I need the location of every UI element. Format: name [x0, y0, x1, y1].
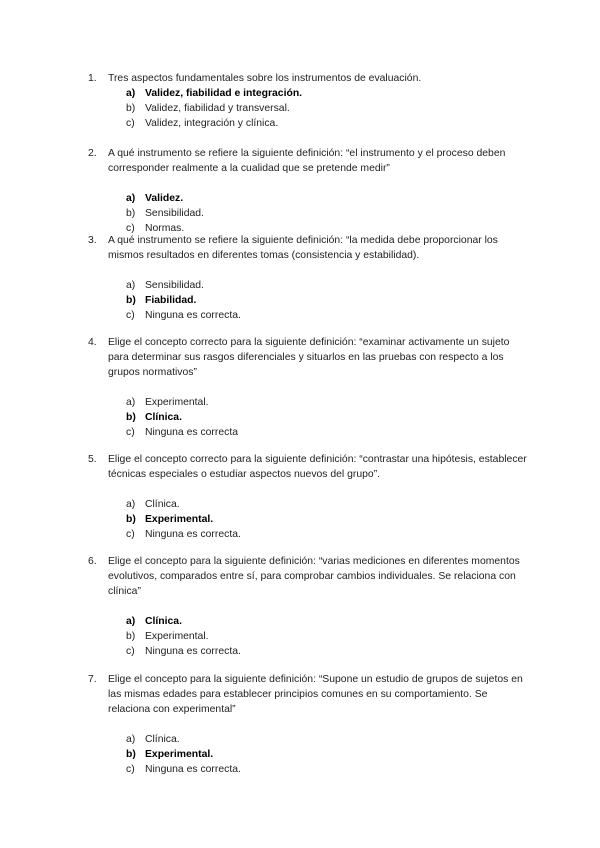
option-text: Clínica.	[145, 734, 180, 745]
option-text: Ninguna es correcta.	[145, 529, 241, 540]
option-text: Experimental.	[145, 397, 209, 408]
option-a-correct	[126, 86, 528, 101]
question-number: 6.	[88, 556, 97, 567]
option-letter: a)	[126, 88, 136, 99]
option-list	[88, 278, 528, 323]
question-text: Tres aspectos fundamentales sobre los instrumentos de evaluación.	[108, 73, 422, 84]
question-4	[88, 335, 528, 440]
option-b	[126, 629, 528, 644]
option-a-correct	[126, 614, 528, 629]
option-text: Ninguna es correcta.	[145, 646, 241, 657]
question-5	[88, 452, 528, 542]
option-text: Validez.	[145, 193, 184, 204]
option-list	[88, 395, 528, 440]
question-7	[88, 672, 528, 777]
option-text: Clínica.	[145, 616, 182, 627]
option-text: Experimental.	[145, 749, 214, 760]
question-number: 7.	[88, 674, 97, 685]
option-text: Sensibilidad.	[145, 208, 204, 219]
question-text: Elige el concepto correcto para la siguiente definición: “examinar activamente un sujeto para determinar sus rasgos diferenciales y situarlos en las pruebas con respecto a los grupos normativos”	[108, 337, 510, 378]
question-number: 3.	[88, 235, 97, 246]
question-number: 1.	[88, 73, 97, 84]
option-letter: c)	[126, 427, 135, 438]
option-b-correct	[126, 747, 528, 762]
option-text: Validez, fiabilidad e integración.	[145, 88, 303, 99]
option-a	[126, 732, 528, 747]
option-letter: b)	[126, 749, 136, 760]
option-letter: b)	[126, 208, 136, 219]
option-letter: c)	[126, 223, 135, 234]
option-b-correct	[126, 293, 528, 308]
question-6	[88, 554, 528, 659]
option-a-correct	[126, 191, 528, 206]
option-letter: b)	[126, 103, 136, 114]
option-letter: a)	[126, 397, 136, 408]
option-letter: c)	[126, 764, 135, 775]
option-a	[126, 278, 528, 293]
option-letter: a)	[126, 734, 136, 745]
question-text: Elige el concepto para la siguiente definición: “varias mediciones en diferentes momentos evolutivos, comparados entre sí, para comprobar cambios individuales. Se relaciona con clínica”	[108, 556, 520, 597]
option-a	[126, 497, 528, 512]
option-text: Normas.	[145, 223, 185, 234]
option-letter: c)	[126, 310, 135, 321]
option-text: Validez, fiabilidad y transversal.	[145, 103, 290, 114]
option-text: Validez, integración y clínica.	[145, 118, 279, 129]
option-c	[126, 116, 528, 131]
option-letter: c)	[126, 646, 135, 657]
option-letter: c)	[126, 529, 135, 540]
option-text: Experimental.	[145, 514, 214, 525]
option-c	[126, 762, 528, 777]
option-c	[126, 308, 528, 323]
option-text: Clínica.	[145, 412, 182, 423]
option-b	[126, 101, 528, 116]
question-number: 2.	[88, 148, 97, 159]
option-letter: b)	[126, 412, 136, 423]
question-text: A qué instrumento se refiere la siguiente definición: “la medida debe proporcionar los mismos resultados en diferentes tomas (consistencia y estabilidad).	[108, 235, 498, 261]
option-letter: b)	[126, 631, 136, 642]
option-letter: b)	[126, 514, 136, 525]
option-text: Ninguna es correcta	[145, 427, 238, 438]
question-number: 5.	[88, 454, 97, 465]
option-letter: b)	[126, 295, 136, 306]
question-text: Elige el concepto correcto para la siguiente definición: “contrastar una hipótesis, establecer técnicas especiales o estudiar aspectos nuevos del grupo”.	[108, 454, 527, 480]
option-text: Experimental.	[145, 631, 209, 642]
option-text: Clínica.	[145, 499, 180, 510]
option-list	[88, 86, 528, 131]
option-c	[126, 425, 528, 440]
option-text: Ninguna es correcta.	[145, 764, 241, 775]
question-1	[88, 71, 528, 131]
question-text: Elige el concepto para la siguiente definición: “Supone un estudio de grupos de sujetos en las mismas edades para establecer principios comunes en su comportamiento. Se relaciona con experimental”	[108, 674, 523, 715]
option-letter: a)	[126, 193, 136, 204]
question-text: A qué instrumento se refiere la siguiente definición: “el instrumento y el proceso deben corresponder realmente a la cualidad que se pretende medir”	[108, 148, 506, 174]
option-letter: a)	[126, 616, 136, 627]
option-list	[88, 732, 528, 777]
option-list	[88, 191, 528, 236]
option-letter: c)	[126, 118, 135, 129]
option-c	[126, 527, 528, 542]
option-b	[126, 206, 528, 221]
option-letter: a)	[126, 280, 136, 291]
option-text: Ninguna es correcta.	[145, 310, 241, 321]
option-list	[88, 497, 528, 542]
option-text: Sensibilidad.	[145, 280, 204, 291]
question-2	[88, 146, 528, 236]
option-b-correct	[126, 410, 528, 425]
option-b-correct	[126, 512, 528, 527]
option-text: Fiabilidad.	[145, 295, 197, 306]
option-c	[126, 644, 528, 659]
option-list	[88, 614, 528, 659]
option-a	[126, 395, 528, 410]
option-letter: a)	[126, 499, 136, 510]
question-3	[88, 233, 528, 323]
question-number: 4.	[88, 337, 97, 348]
